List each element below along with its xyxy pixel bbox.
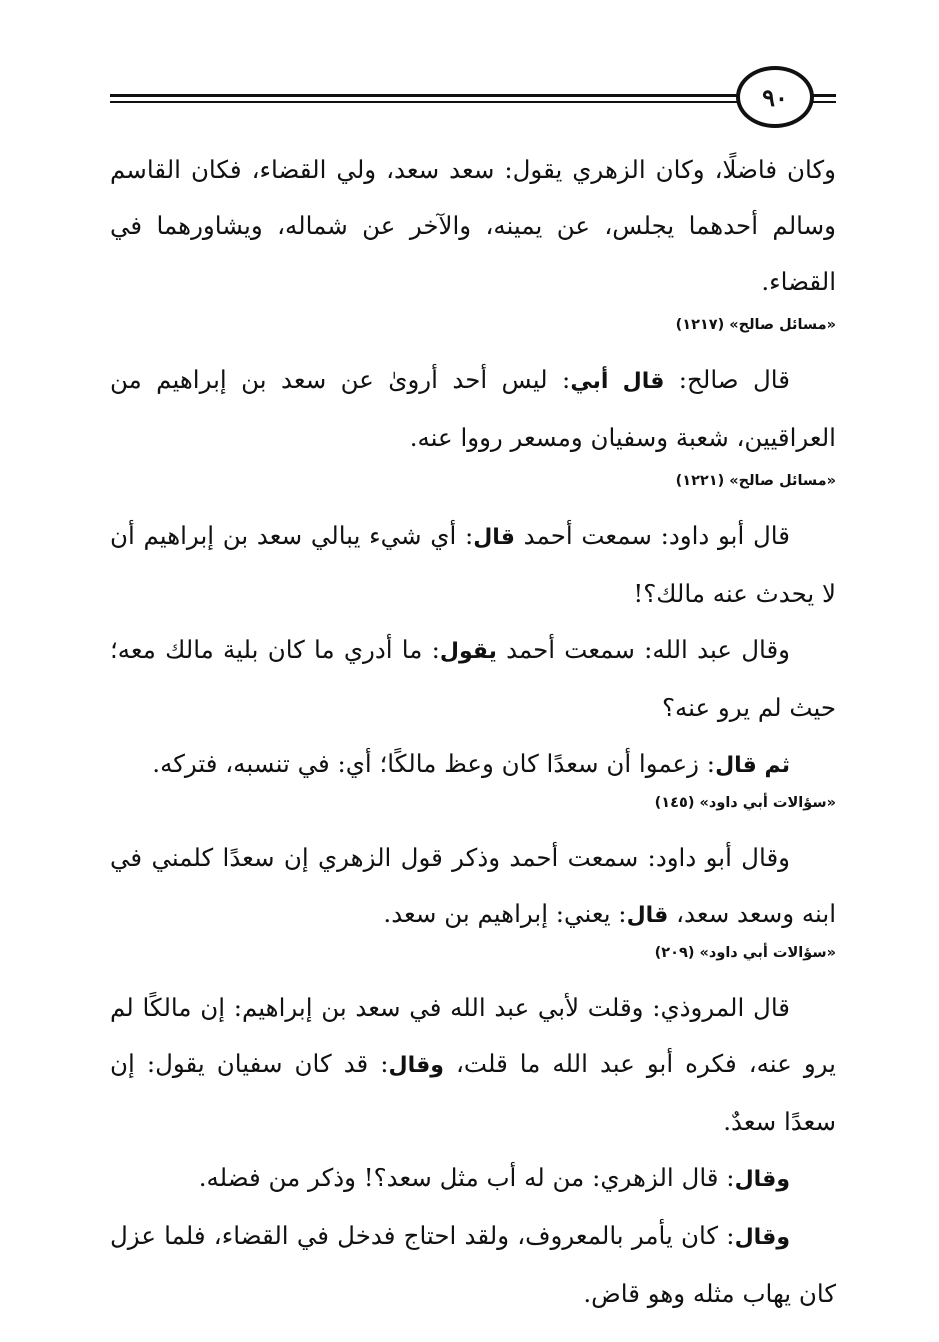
paragraph [110, 352, 836, 466]
paragraph [110, 508, 836, 622]
paragraph [110, 142, 836, 310]
paragraph [110, 1150, 836, 1208]
source-citation: «مسائل صالح» (١٢٢١) [675, 473, 836, 489]
keyword-bold: ثم قال [715, 753, 790, 778]
text-run: : قد كان سفيان يقول: إن سعدًا سعدٌ. [110, 1049, 836, 1136]
text-run: وقال أبو داود: سمعت أحمد وذكر قول الزهري إن سعدًا كلمني في ابنه وسعد سعد، [110, 843, 836, 928]
keyword-bold: وقال [734, 1167, 790, 1192]
text-run: وكان فاضلًا، وكان الزهري يقول: سعد سعد، ولي القضاء، فكان القاسم وسالم أحدهما يجلس، عن يمينه، والآخر عن شماله، ويشاورهما في القضاء. [110, 155, 836, 296]
keyword-bold: وقال [388, 1053, 444, 1078]
header-rule [110, 94, 836, 97]
paragraph [110, 1208, 836, 1322]
text-run: : قال الزهري: من له أب مثل سعد؟! وذكر من فضله. [198, 1163, 735, 1192]
paragraph [110, 736, 836, 794]
text-run: : ما أدري ما كان بلية مالك معه؛ حيث لم يرو عنه؟ [110, 635, 836, 722]
page-body [110, 142, 836, 1322]
text-run: : أي شيء يبالي سعد بن إبراهيم أن لا يحدث عنه مالك؟! [110, 521, 836, 608]
paragraph [110, 830, 836, 944]
header-rule-thin [110, 101, 836, 103]
keyword-bold: قال [473, 525, 515, 550]
text-run: قال صالح: [664, 365, 790, 394]
text-run: : كان يأمر بالمعروف، ولقد احتاج فدخل في القضاء، فلما عزل كان يهاب مثله وهو قاض. [110, 1221, 836, 1308]
paragraph [110, 980, 836, 1150]
keyword-bold: قال [626, 903, 669, 928]
source-citation: «مسائل صالح» (١٢١٧) [675, 317, 836, 333]
text-run: قال المروذي: وقلت لأبي عبد الله في سعد بن إبراهيم: إن مالكًا لم يرو عنه، فكره أبو عبد الله ما قلت، [110, 993, 836, 1078]
text-run: : ليس أحد أروىٰ عن سعد بن إبراهيم من العراقيين، شعبة وسفيان ومسعر رووا عنه. [110, 365, 836, 452]
text-run: : زعموا أن سعدًا كان وعظ مالكًا؛ أي: في تنسبه، فتركه. [152, 749, 716, 778]
source-citation: «سؤالات أبي داود» (٢٠٩) [654, 945, 836, 961]
text-run: وقال عبد الله: سمعت أحمد [496, 635, 790, 664]
source-citation: «سؤالات أبي داود» (١٤٥) [654, 795, 836, 811]
keyword-bold: يقول [439, 639, 497, 664]
page-number: ٩٠ [736, 66, 814, 128]
keyword-bold: قال أبي [570, 369, 665, 394]
paragraph [110, 622, 836, 736]
page-header [110, 64, 836, 134]
text-run: قال أبو داود: سمعت أحمد [514, 521, 790, 550]
text-run: : يعني: إبراهيم بن سعد. [383, 899, 627, 928]
keyword-bold: وقال [734, 1225, 790, 1250]
